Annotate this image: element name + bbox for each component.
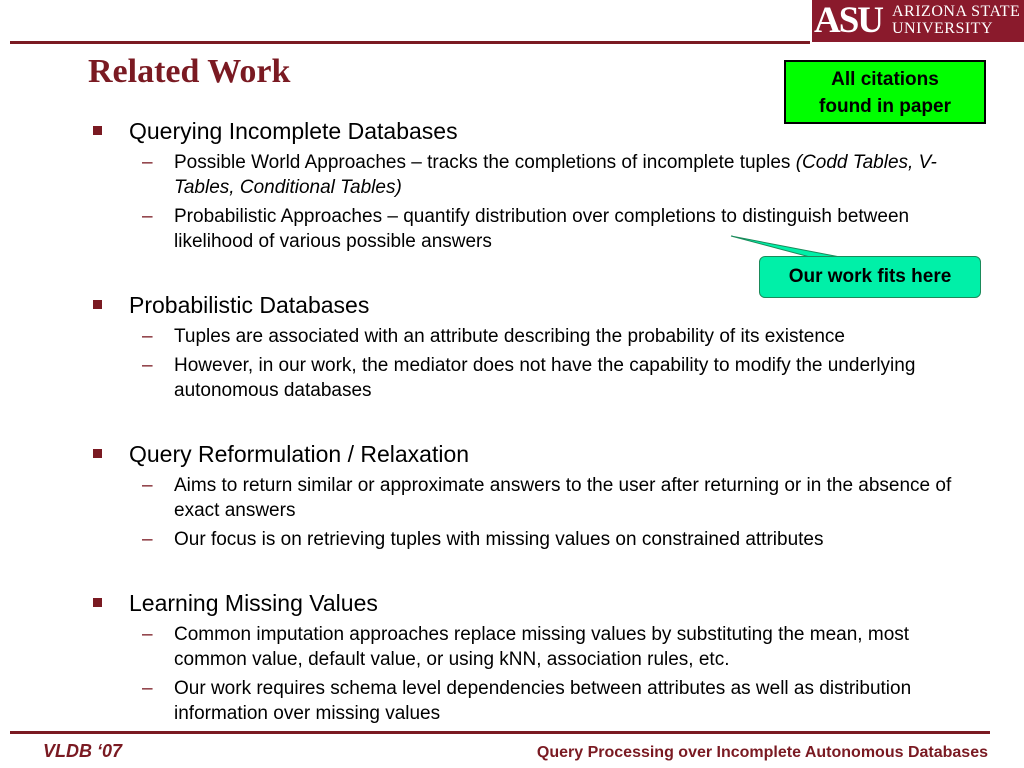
footer-talk-title: Query Processing over Incomplete Autonomous Databases [536, 744, 988, 761]
logo-line-1: ARIZONA STATE [892, 3, 1021, 20]
dash-bullet-icon: – [142, 678, 153, 699]
square-bullet-icon [93, 300, 102, 309]
section-learning-missing-values [90, 589, 990, 726]
section-querying-incomplete [90, 117, 990, 254]
bullet-heading: Probabilistic Databases [129, 292, 370, 318]
bullet-text: Our work requires schema level dependencies between attributes as well as distribution information over missing values [174, 678, 912, 724]
square-bullet-icon [93, 126, 102, 135]
dash-bullet-icon: – [142, 529, 153, 550]
bullet-level-1 [90, 291, 990, 319]
bullet-level-1 [90, 117, 990, 145]
bullet-level-1 [90, 589, 990, 617]
square-bullet-icon [93, 449, 102, 458]
bullet-text: Common imputation approaches replace missing values by substituting the mean, most common value, default value, or using kNN, association rules, etc. [174, 624, 910, 670]
bullet-level-2 [90, 204, 984, 254]
bullet-level-1 [90, 440, 990, 468]
bullet-text: Tuples are associated with an attribute describing the probability of its existence [174, 326, 845, 347]
asu-logo-mark: ASU [814, 0, 883, 41]
slide-content [90, 117, 990, 726]
dash-bullet-icon: – [142, 206, 153, 227]
footer-venue: VLDB ‘07 [43, 741, 123, 761]
our-work-fits-callout: Our work fits here [759, 256, 981, 298]
bullet-text: Possible World Approaches – tracks the completions of incomplete tuples [174, 152, 796, 173]
section-probabilistic-databases [90, 291, 990, 403]
bullet-level-2 [90, 473, 984, 523]
dash-bullet-icon: – [142, 624, 153, 645]
header-rule [10, 41, 810, 44]
citations-line-1: All citations [831, 69, 939, 90]
citations-line-2: found in paper [819, 96, 951, 117]
bullet-level-2 [90, 676, 984, 726]
bullet-level-2 [90, 324, 984, 349]
bullet-italic-text: (Codd Tables, V-Tables, Conditional Tables) [174, 152, 937, 198]
bullet-heading: Learning Missing Values [129, 590, 378, 616]
asu-logo [812, 0, 1024, 42]
square-bullet-icon [93, 598, 102, 607]
citations-callout [784, 60, 986, 124]
bullet-level-2 [90, 150, 984, 200]
dash-bullet-icon: – [142, 326, 153, 347]
dash-bullet-icon: – [142, 152, 153, 173]
dash-bullet-icon: – [142, 355, 153, 376]
slide-title: Related Work [88, 53, 291, 90]
dash-bullet-icon: – [142, 475, 153, 496]
bullet-heading: Querying Incomplete Databases [129, 118, 458, 144]
bullet-level-2 [90, 527, 984, 552]
asu-logo-text [892, 3, 1020, 37]
bullet-level-2 [90, 622, 984, 672]
bullet-heading: Query Reformulation / Relaxation [129, 441, 470, 467]
bullet-level-2 [90, 353, 984, 403]
bullet-text: Aims to return similar or approximate answers to the user after returning or in the absence of exact answers [174, 475, 952, 521]
footer-rule [10, 731, 990, 734]
section-query-reformulation [90, 440, 990, 552]
bullet-text: Our focus is on retrieving tuples with missing values on constrained attributes [174, 529, 824, 550]
logo-line-2: UNIVERSITY [892, 20, 993, 37]
bullet-text: Probabilistic Approaches – quantify distribution over completions to distinguish between likelihood of various possible answers [174, 206, 910, 252]
bullet-text: However, in our work, the mediator does not have the capability to modify the underlying autonomous databases [174, 355, 916, 401]
